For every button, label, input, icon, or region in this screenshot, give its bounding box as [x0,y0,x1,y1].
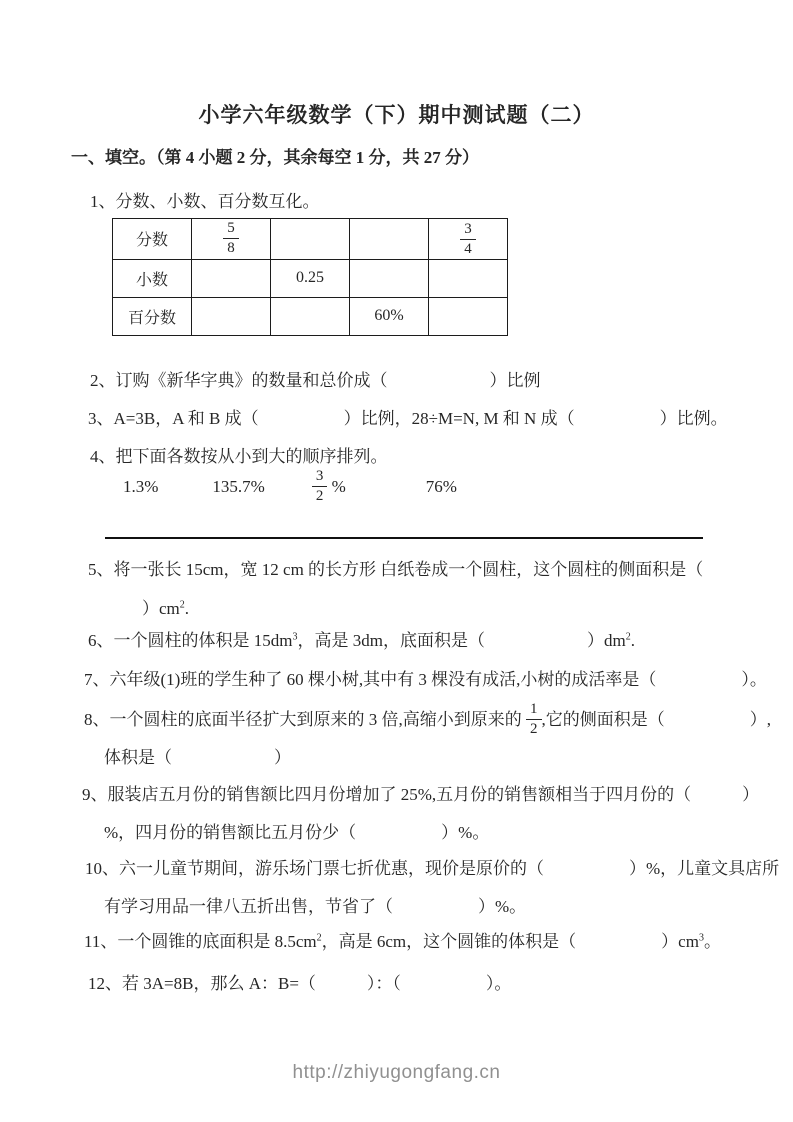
cell-empty [429,259,508,297]
question-11 [84,931,721,952]
row-header-percent: 百分数 [113,297,192,335]
answer-underline [105,537,703,539]
fraction-numerator: 5 [223,220,239,239]
conversion-table [112,218,508,336]
cell-fraction-3-4 [429,219,508,260]
fraction-denominator: 2 [315,488,324,505]
row-header-decimal: 小数 [113,259,192,297]
table-row-fraction [113,219,508,260]
cell-empty [192,259,271,297]
question-5-line2 [142,598,189,619]
percent-sign: % [327,476,346,496]
question-2: 2、订购《新华字典》的数量和总价成（ ）比例 [90,371,541,390]
question-3: 3、A=3B，A 和 B 成（ ）比例，28÷M=N, M 和 N 成（ ）比例。 [88,409,728,428]
number-item: 76% [425,476,457,496]
fraction-3-4 [460,221,476,259]
question-4-numbers [123,468,457,506]
question-10-line2: 有学习用品一律八五折出售，节省了（ ）%。 [104,897,527,916]
table-row-decimal [113,259,508,297]
superscript: 2 [625,631,631,643]
fraction-denominator: 4 [464,241,472,258]
cell-empty [350,219,429,260]
text-segment: 。 [703,932,721,951]
cell-percent-value: 60% [350,297,429,335]
section-heading: 一、填空。（第 4 小题 2 分，其余每空 1 分，共 27 分） [71,148,479,167]
question-5-line1: 5、将一张长 15cm，宽 12 cm 的长方形 白纸卷成一个圆柱，这个圆柱的侧面积是（ [88,560,704,579]
fraction-numerator: 3 [312,468,328,487]
text-segment: ,它的侧面积是（ ）, [541,710,771,730]
question-4-label: 4、把下面各数按从小到大的顺序排列。 [90,447,388,466]
question-9-line2: %，四月份的销售额比五月份少（ ）%。 [104,823,490,842]
cell-empty [271,297,350,335]
fraction-1-2 [526,701,542,739]
cell-empty [192,297,271,335]
text-segment: . [184,599,190,618]
cell-empty [350,259,429,297]
text-segment: 8、一个圆柱的底面半径扩大到原来的 3 倍,高缩小到原来的 [84,710,526,730]
question-8-line2: 体积是（ ） [104,748,291,767]
question-1-label: 1、分数、小数、百分数互化。 [90,192,320,211]
text-segment: ，高是 3dm，底面积是（ ）dm [297,631,626,650]
superscript: 3 [292,631,298,643]
row-header-fraction: 分数 [113,219,192,260]
fraction-denominator: 2 [530,721,538,738]
question-12: 12、若 3A=8B，那么 A：B=（ ）：（ ）。 [88,974,512,993]
cell-empty [429,297,508,335]
superscript: 2 [179,599,185,611]
superscript: 3 [698,932,704,944]
fraction-numerator: 3 [460,221,476,240]
question-6 [88,630,635,651]
footer-url: http://zhiyugongfang.cn [292,1062,501,1083]
superscript: 2 [316,932,322,944]
fraction-numerator: 1 [526,701,542,720]
text-segment: ，高是 6cm，这个圆锥的体积是（ ）cm [321,932,699,951]
table-row-percent [113,297,508,335]
question-7: 7、六年级(1)班的学生种了 60 棵小树,其中有 3 棵没有成活,小树的成活率是（ ）。 [84,670,767,689]
text-segment: 11、一个圆锥的底面积是 8.5cm [84,932,317,951]
text-segment: . [630,631,635,650]
fraction-3-2 [312,468,328,506]
cell-decimal-value: 0.25 [271,259,350,297]
number-item: 135.7% [212,476,265,496]
question-8-line1 [84,701,771,739]
question-10-line1: 10、六一儿童节期间，游乐场门票七折优惠，现价是原价的（ ）%，儿童文具店所 [85,859,780,878]
fraction-denominator: 8 [227,240,235,257]
text-segment: ）cm [142,599,180,618]
fraction-5-8 [223,220,239,258]
number-item: 1.3% [123,476,159,496]
text-segment: 6、一个圆柱的体积是 15dm [88,631,293,650]
cell-empty [271,219,350,260]
cell-fraction-5-8 [192,219,271,260]
question-9-line1: 9、服装店五月份的销售额比四月份增加了 25%,五月份的销售额相当于四月份的（ ） [82,785,760,804]
doc-title: 小学六年级数学（下）期中测试题（二） [198,103,595,127]
